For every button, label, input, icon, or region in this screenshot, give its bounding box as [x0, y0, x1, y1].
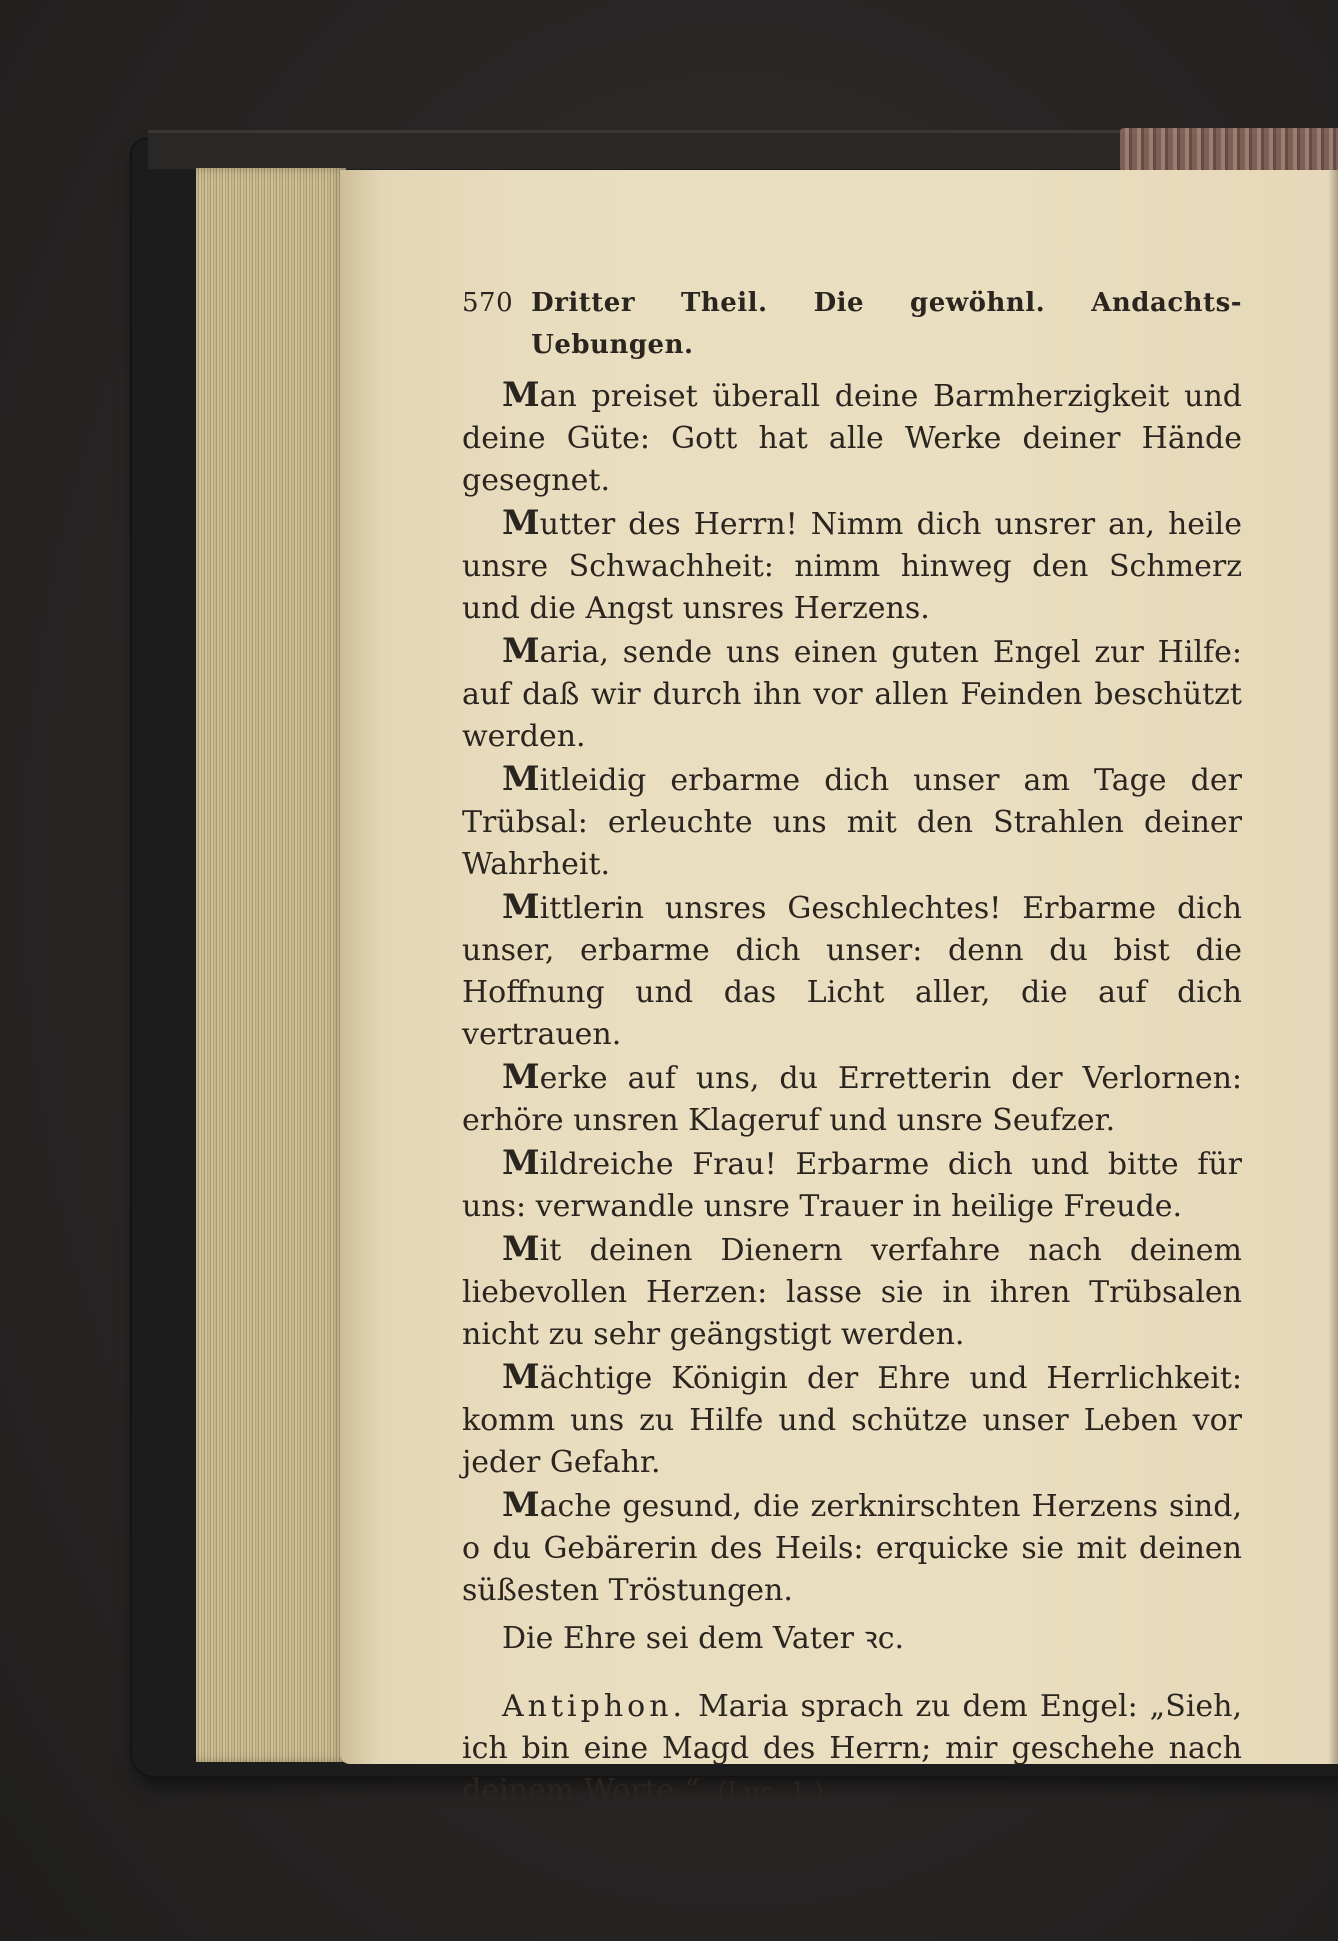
drop-initial: M: [502, 1485, 540, 1525]
paragraph-text: an preiset überall deine Barmherzigkeit und deine Güte: Gott hat alle Werke deiner Hände gesegnet.: [462, 379, 1242, 498]
litany-paragraph: [462, 1356, 1242, 1484]
antiphon-label: Antiphon.: [502, 1689, 687, 1724]
litany-paragraph: [462, 758, 1242, 886]
drop-initial: M: [502, 1229, 540, 1269]
drop-initial: M: [502, 375, 540, 415]
litany-paragraph: [462, 1142, 1242, 1228]
running-head: [462, 282, 1242, 366]
antiphon-reference: (Luc. 1.): [717, 1777, 824, 1806]
drop-initial: M: [502, 759, 540, 799]
litany-paragraph: [462, 502, 1242, 630]
drop-initial: M: [502, 503, 540, 543]
paragraph-text: ittlerin unsres Geschlechtes! Erbarme dich unser, erbarme dich unser: denn du bist die Hoffnung und das Licht aller, die auf dich vertrauen.: [462, 891, 1242, 1052]
paragraph-text: ache gesund, die zerknirschten Herzens sind, o du Gebärerin des Heils: erquicke sie mit deinen süßesten Tröstungen.: [462, 1489, 1242, 1608]
litany-paragraph: [462, 1056, 1242, 1142]
doxology: Die Ehre sei dem Vater ꝛc.: [502, 1621, 905, 1656]
page-number: 570: [462, 288, 514, 318]
drop-initial: M: [502, 1057, 540, 1097]
litany-paragraph: [462, 1484, 1242, 1612]
drop-initial: M: [502, 887, 540, 927]
paragraph-text: ildreiche Frau! Erbarme dich und bitte für uns: verwandle unsre Trauer in heilige Freude.: [462, 1147, 1242, 1224]
page-text: [462, 282, 1242, 1843]
paragraph-text: aria, sende uns einen guten Engel zur Hilfe: auf daß wir durch ihn vor allen Feinden beschützt werden.: [462, 635, 1242, 754]
page-edges: [196, 168, 346, 1762]
litany-paragraph: [462, 374, 1242, 502]
antiphon-text: Maria sprach zu dem Engel: „Sieh, ich bin eine Magd des Herrn; mir geschehe nach deinem Worte.“: [462, 1689, 1242, 1808]
paragraph-text: itleidig erbarme dich unser am Tage der Trübsal: erleuchte uns mit den Strahlen deiner Wahrheit.: [462, 763, 1242, 882]
book-headband: [1120, 128, 1338, 172]
litany-paragraph: [462, 630, 1242, 758]
paragraph-text: ächtige Königin der Ehre und Herrlichkeit: komm uns zu Hilfe und schütze unser Leben vor jeder Gefahr.: [462, 1361, 1242, 1480]
paragraph-text: utter des Herrn! Nimm dich unsrer an, heile unsre Schwachheit: nimm hinweg den Schmerz und die Angst unsres Herzens.: [462, 507, 1242, 626]
antiphon: [462, 1686, 1242, 1813]
paragraph-text: erke auf uns, du Erretterin der Verlornen: erhöre unsren Klageruf und unsre Seufzer.: [462, 1061, 1242, 1138]
litany-paragraph: [462, 886, 1242, 1056]
drop-initial: M: [502, 1143, 540, 1183]
litany-paragraph: [462, 1228, 1242, 1356]
drop-initial: M: [502, 631, 540, 671]
drop-initial: M: [502, 1357, 540, 1397]
paragraph-text: it deinen Dienern verfahre nach deinem liebevollen Herzen: lasse sie in ihren Trübsalen nicht zu sehr geängstigt werden.: [462, 1233, 1242, 1352]
running-head-title: Dritter Theil. Die gewöhnl. Andachts-Uebungen.: [531, 288, 1242, 360]
